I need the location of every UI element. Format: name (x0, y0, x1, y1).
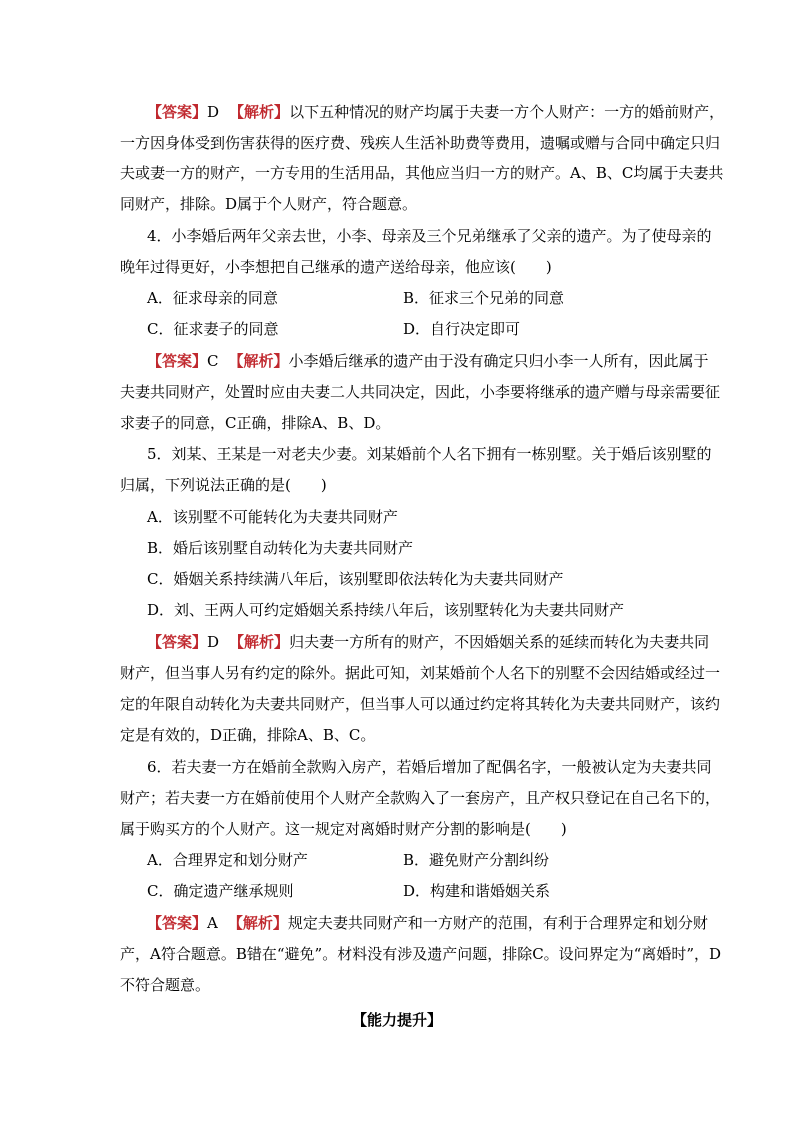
question-4-stem: 4．小李婚后两年父亲去世，小李、母亲及三个兄弟继承了父亲的遗产。为了使母亲的 (147, 227, 712, 245)
option-b: B．征求三个兄弟的同意 (403, 289, 565, 307)
option-d: D．刘、王两人可约定婚姻关系持续八年后，该别墅转化为夫妻共同财产 (147, 601, 625, 619)
analysis-line: 财产，但当事人另有约定的除外。据此可知，刘某婚前个人名下的别墅不会因结婚或经过一 (120, 664, 721, 682)
analysis-text: 归夫妻一方所有的财产，不因婚姻关系的延续而转化为夫妻共同 (289, 633, 710, 651)
question-6-stem: 6．若夫妻一方在婚前全款购入房产，若婚后增加了配偶名字，一般被认定为夫妻共同 (147, 758, 712, 776)
answer-tag: 【答案】 (147, 352, 208, 370)
answer-tag: 【答案】 (147, 633, 208, 651)
question-6-stem: 财产；若夫妻一方在婚前使用个人财产全款购入了一套房产，且产权只登记在自己名下的， (120, 789, 721, 807)
answer-line (147, 913, 708, 933)
section-title: 【能力提升】 (351, 1011, 442, 1029)
option-a: A．该别墅不可能转化为夫妻共同财产 (147, 508, 398, 526)
analysis-tag: 【解析】 (227, 914, 288, 932)
option-b: B．婚后该别墅自动转化为夫妻共同财产 (147, 539, 414, 557)
analysis-line: 夫或妻一方的财产，一方专用的生活用品，其他应当归一方的财产。A、B、C均属于夫妻共 (120, 164, 724, 182)
analysis-line: 定的年限自动转化为夫妻共同财产，但当事人可以通过约定将其转化为夫妻共同财产，该约 (120, 695, 721, 713)
analysis-tag: 【解析】 (229, 103, 290, 121)
answer-tag: 【答案】 (147, 914, 208, 932)
option-a: A．征求母亲的同意 (147, 289, 278, 307)
option-d: D．自行决定即可 (403, 320, 521, 338)
question-5-stem: 归属，下列说法正确的是( ) (120, 476, 327, 494)
analysis-line: 夫妻共同财产，处置时应由夫妻二人共同决定，因此，小李要将继承的遗产赠与母亲需要征 (120, 383, 721, 401)
answer-letter: A (207, 914, 218, 932)
analysis-line: 同财产，排除。D属于个人财产，符合题意。 (120, 195, 418, 213)
option-c: C．确定遗产继承规则 (147, 882, 294, 900)
analysis-tag: 【解析】 (229, 633, 290, 651)
answer-line (147, 632, 710, 652)
option-c: C．征求妻子的同意 (147, 320, 279, 338)
option-d: D．构建和谐婚姻关系 (403, 882, 551, 900)
analysis-line: 定是有效的，D正确，排除A、B、C。 (120, 726, 376, 744)
analysis-text: 小李婚后继承的遗产由于没有确定只归小李一人所有，因此属于 (288, 352, 709, 370)
option-c: C．婚姻关系持续满八年后，该别墅即依法转化为夫妻共同财产 (147, 570, 564, 588)
question-5-stem: 5．刘某、王某是一对老夫少妻。刘某婚前个人名下拥有一栋别墅。关于婚后该别墅的 (147, 445, 712, 463)
answer-letter: D (207, 103, 220, 121)
option-a: A．合理界定和划分财产 (147, 851, 308, 869)
question-6-stem: 属于购买方的个人财产。这一规定对离婚时财产分割的影响是( ) (120, 820, 567, 838)
answer-tag: 【答案】 (147, 103, 208, 121)
answer-line (147, 102, 725, 122)
answer-letter: D (207, 633, 220, 651)
analysis-line: 一方因身体受到伤害获得的医疗费、残疾人生活补助费等费用，遗嘱或赠与合同中确定只归 (120, 134, 721, 152)
analysis-text: 规定夫妻共同财产和一方财产的范围，有利于合理界定和划分财 (287, 914, 708, 932)
analysis-line: 求妻子的同意，C正确，排除A、B、D。 (120, 414, 391, 432)
analysis-text: 以下五种情况的财产均属于夫妻一方个人财产：一方的婚前财产， (289, 103, 725, 121)
answer-line (147, 351, 709, 371)
answer-letter: C (207, 352, 219, 370)
question-4-stem: 晚年过得更好，小李想把自己继承的遗产送给母亲，他应该( ) (120, 258, 552, 276)
analysis-line: 不符合题意。 (120, 976, 211, 994)
analysis-line: 产，A符合题意。B错在“避免”。材料没有涉及遗产问题，排除C。设问界定为“离婚时”，D (120, 945, 722, 963)
analysis-tag: 【解析】 (228, 352, 289, 370)
option-b: B．避免财产分割纠纷 (403, 851, 550, 869)
